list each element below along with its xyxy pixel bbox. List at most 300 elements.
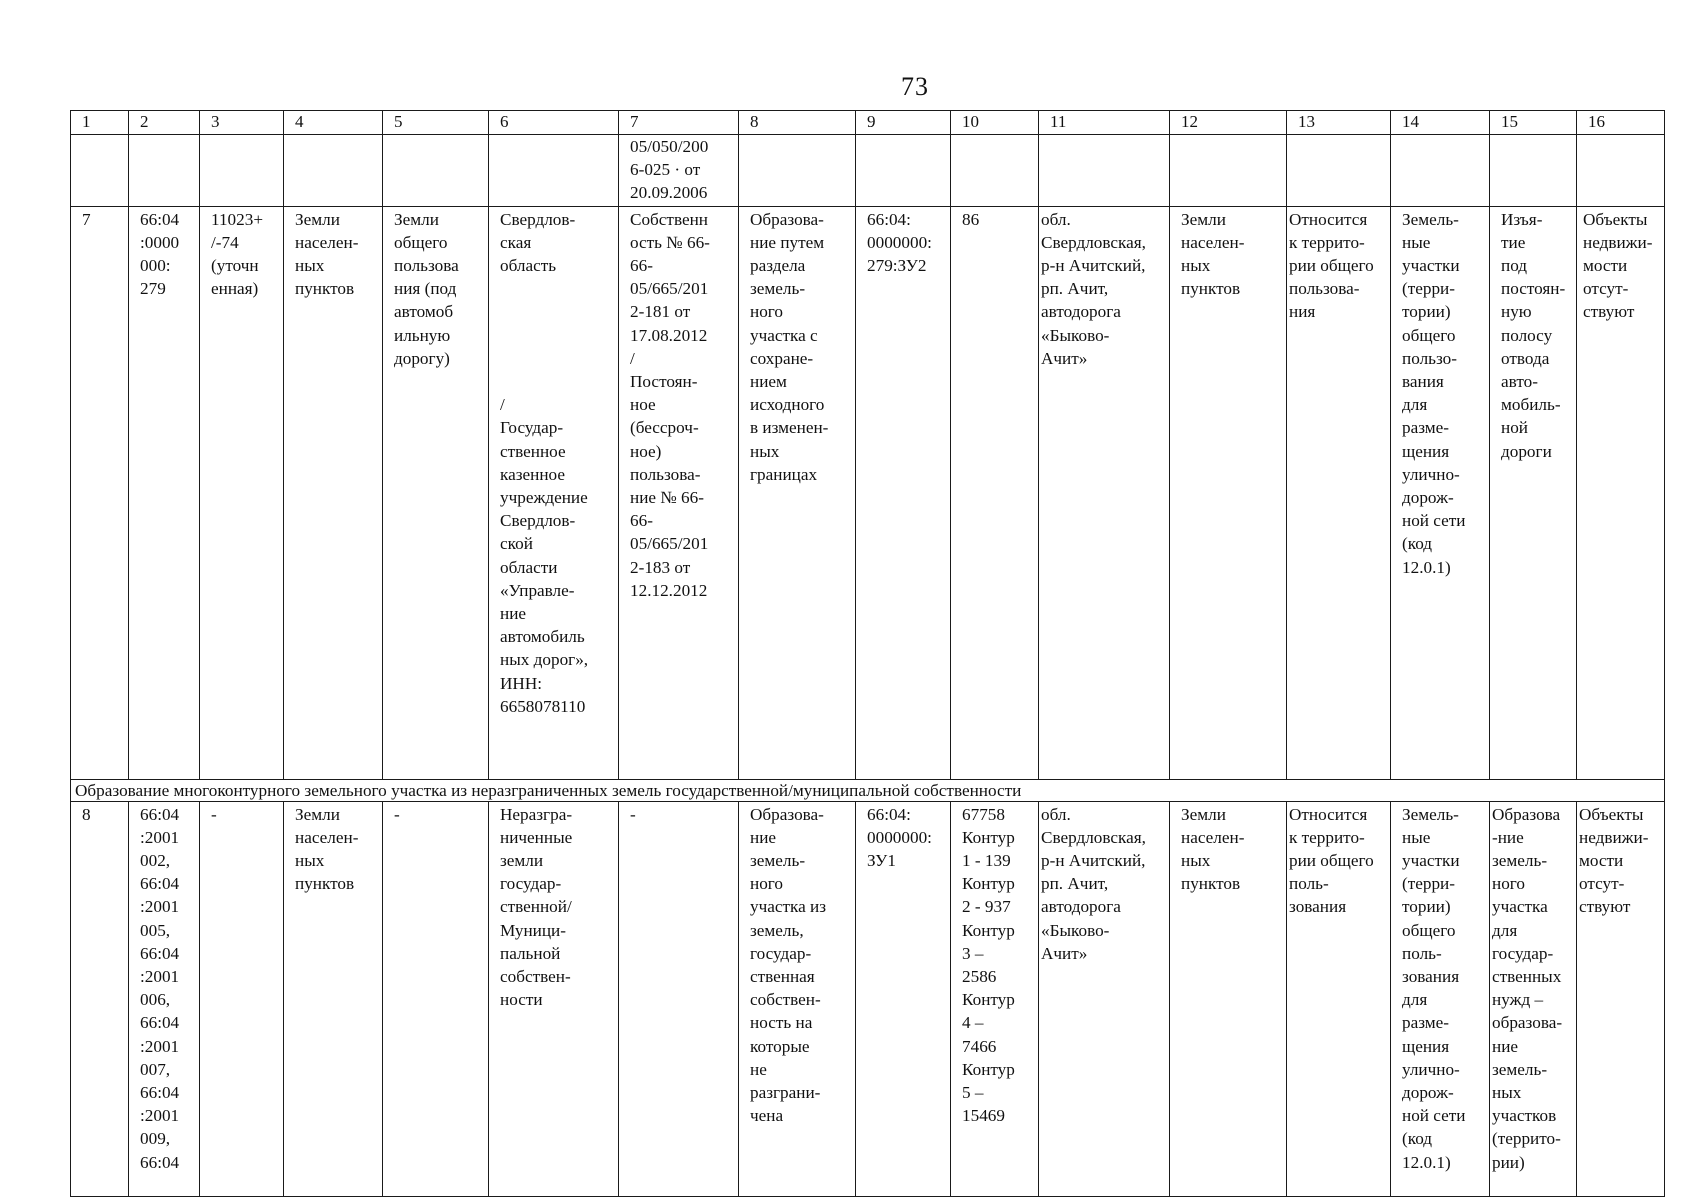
header-cell: 8 xyxy=(739,111,856,135)
cell-text-line: улично- xyxy=(1402,464,1460,484)
cell-text-line: поль- xyxy=(1402,943,1442,963)
cell-text-line: 17.08.2012 xyxy=(630,325,708,345)
table-cell xyxy=(1170,801,1287,1196)
cell-text-line: отсут- xyxy=(1583,279,1629,299)
cell-text-line: ной xyxy=(1501,418,1528,438)
table-cell xyxy=(1287,801,1391,1196)
cell-text-line: собствен- xyxy=(750,990,821,1010)
cell-text-line: (код xyxy=(1402,1129,1433,1149)
header-cell: 3 xyxy=(200,111,284,135)
cell-text-line: 66:04 xyxy=(140,1083,180,1103)
cell-text-line: автодорога xyxy=(1041,302,1121,322)
cell-text-line: пунктов xyxy=(1181,874,1241,894)
cell-text-line: нием xyxy=(750,372,787,392)
cell-text-line: ской xyxy=(500,534,533,554)
cell-text-line: участки xyxy=(1402,256,1460,276)
cell-text-line: отвода xyxy=(1501,348,1550,368)
cell-text-line: Образова- xyxy=(750,209,824,229)
cell-text-line: 5 – xyxy=(962,1083,984,1103)
cell-text-line: ность на xyxy=(750,1013,813,1033)
cell-text-line: в изменен- xyxy=(750,418,829,438)
cell-text-line: 05/665/201 xyxy=(630,534,709,554)
cell-text-line: 000: xyxy=(140,256,171,276)
cell-text-line: образова- xyxy=(1492,1013,1563,1033)
cell-text-line: ние путем xyxy=(750,232,825,252)
cell-text-line: 2-183 от xyxy=(630,557,691,577)
cell-text-line: под xyxy=(1501,256,1528,276)
cell-text-line: :2001 xyxy=(140,967,180,987)
table-cell xyxy=(200,206,284,779)
cell-text-line: пунктов xyxy=(295,874,355,894)
cell-text-line: ных xyxy=(750,441,780,461)
cell-text-line: ного xyxy=(750,874,784,894)
cell-text-line: ниченные xyxy=(500,827,573,847)
cell-text-line: 12.0.1) xyxy=(1402,557,1451,577)
cell-text-line: ния (под xyxy=(394,279,457,299)
cell-text-line: чена xyxy=(750,1106,784,1126)
cell-text-line: Ачит» xyxy=(1041,348,1088,368)
cell-text-line: 3 – xyxy=(962,943,984,963)
cell-text-line: границах xyxy=(750,464,818,484)
cell-text-line: нужд – xyxy=(1492,990,1544,1010)
cell-text-line: рии) xyxy=(1492,1152,1525,1172)
cell-text-line: / xyxy=(500,395,505,415)
header-cell: 1 xyxy=(71,111,129,135)
cell-text-line: ЗУ1 xyxy=(867,851,896,871)
table-cell xyxy=(489,135,619,207)
cell-text-line: 20.09.2006 xyxy=(630,183,708,203)
cell-text-line: Постоян- xyxy=(630,372,698,392)
cell-text-line: 006, xyxy=(140,990,171,1010)
table-cell xyxy=(1391,801,1490,1196)
cell-text-line: пользова- xyxy=(1289,279,1360,299)
cell-text-line: енная) xyxy=(211,279,259,299)
section-title: Образование многоконтурного земельного участка из неразграниченных земель государственной/муниципальной собственности xyxy=(71,779,1665,801)
cell-text-line: /-74 xyxy=(211,232,239,252)
cell-text-line: автомобиль xyxy=(500,627,585,647)
cell-text-line: (террито- xyxy=(1492,1129,1561,1149)
table-cell xyxy=(856,801,951,1196)
cell-text-line: 002, xyxy=(140,851,171,871)
cell-text-line: 279:ЗУ2 xyxy=(867,256,927,276)
table-cell xyxy=(1039,135,1170,207)
header-cell: 14 xyxy=(1391,111,1490,135)
rightholder-region xyxy=(500,208,614,278)
table-cell xyxy=(619,135,739,207)
cell-text-line: населен- xyxy=(295,232,359,252)
table-cell xyxy=(739,206,856,779)
table-cell xyxy=(1039,801,1170,1196)
cell-text-line: 005, xyxy=(140,920,171,940)
table-cell xyxy=(951,135,1039,207)
cell-text-line: населен- xyxy=(1181,827,1245,847)
header-cell: 11 xyxy=(1039,111,1170,135)
cell-text-line: государ- xyxy=(500,874,562,894)
cell-text-line: Контур xyxy=(962,874,1015,894)
cell-text-line: недвижи- xyxy=(1583,232,1653,252)
cell-text-line: 66:04 xyxy=(140,804,180,824)
cell-text-line: 66:04: xyxy=(867,804,911,824)
cell-text-line: 2586 xyxy=(962,967,997,987)
cell-text-line: которые xyxy=(750,1036,810,1056)
cell-text-line: авто- xyxy=(1501,372,1538,392)
cell-text-line: 66:04 xyxy=(140,1013,180,1033)
cell-text-line: 15469 xyxy=(962,1106,1005,1126)
cell-text-line: щения xyxy=(1402,1036,1450,1056)
table-cell xyxy=(739,135,856,207)
cell-text-line: 66- xyxy=(630,256,653,276)
cell-text-line: ственной/ xyxy=(500,897,572,917)
cell-text-line: дорож- xyxy=(1402,1083,1454,1103)
cell-text-line: полосу xyxy=(1501,325,1553,345)
cell-text-line: учреждение xyxy=(500,488,588,508)
cell-text-line: пунктов xyxy=(1181,279,1241,299)
cell-text-line: - xyxy=(630,804,636,824)
rightholder-organization xyxy=(500,393,614,718)
cell-text-line: ные xyxy=(1402,232,1431,252)
cell-text-line: 0000000: xyxy=(867,827,932,847)
cell-text-line: ного xyxy=(1492,874,1526,894)
cell-text-line: Относится xyxy=(1289,804,1368,824)
cell-text-line: земель- xyxy=(750,851,806,871)
cell-text-line: разграни- xyxy=(750,1083,821,1103)
cell-text-line: ного xyxy=(750,302,784,322)
cell-text-line: дорож- xyxy=(1402,488,1454,508)
cell-text-line: 67758 xyxy=(962,804,1005,824)
table-cell xyxy=(1577,206,1665,779)
header-cell: 6 xyxy=(489,111,619,135)
table-cell xyxy=(1490,801,1577,1196)
cell-text-line: ных xyxy=(295,256,325,276)
cell-text-line: ных дорог», xyxy=(500,650,589,670)
cell-text-line: земель- xyxy=(1492,851,1548,871)
cell-text-line: 7466 xyxy=(962,1036,997,1056)
cell-text-line: Земли xyxy=(394,209,439,229)
cell-text-line: пользова xyxy=(394,256,459,276)
cell-text-line: 007, xyxy=(140,1059,171,1079)
cell-text-line: ственная xyxy=(750,967,815,987)
cell-text-line: ную xyxy=(1501,302,1532,322)
cell-text-line: постоян- xyxy=(1501,279,1566,299)
cell-text-line: 009, xyxy=(140,1129,171,1149)
cell-text-line: не xyxy=(750,1059,767,1079)
cell-text-line: :0000 xyxy=(140,232,180,252)
cell-text-line: -ние xyxy=(1492,827,1524,847)
cell-text-line: казенное xyxy=(500,464,565,484)
cell-text-line: Собственн xyxy=(630,209,708,229)
cell-text-line: пунктов xyxy=(295,279,355,299)
cell-text-line: Образова xyxy=(1492,804,1561,824)
cell-text-line: ИНН: xyxy=(500,673,543,693)
cell-text-line: ное) xyxy=(630,441,662,461)
cell-text-line: 1 - 139 xyxy=(962,851,1011,871)
cell-text-line: рп. Ачит, xyxy=(1041,874,1109,894)
cell-text-line: недвижи- xyxy=(1579,827,1649,847)
cell-text-line: ская xyxy=(500,232,532,252)
cell-text-line: Образова- xyxy=(750,804,824,824)
cell-text-line: Контур xyxy=(962,920,1015,940)
table-cell xyxy=(200,135,284,207)
cell-text-line: Контур xyxy=(962,827,1015,847)
cell-text-line: ных xyxy=(295,851,325,871)
table-cell xyxy=(71,135,129,207)
cell-text-line: разме- xyxy=(1402,418,1449,438)
cell-text-line: - xyxy=(394,804,400,824)
cell-text-line: рп. Ачит, xyxy=(1041,279,1109,299)
cell-text-line: мобиль- xyxy=(1501,395,1561,415)
cell-text-line: ния xyxy=(1289,302,1316,322)
table-cell xyxy=(856,206,951,779)
cell-text-line: р-н Ачитский, xyxy=(1041,256,1146,276)
cell-text-line: 66- xyxy=(630,511,653,531)
cell-text-line: Свердлов- xyxy=(500,209,576,229)
cell-text-line: участка с xyxy=(750,325,818,345)
cell-text-line: для xyxy=(1402,395,1428,415)
table-cell xyxy=(1391,135,1490,207)
table-cell xyxy=(383,135,489,207)
cell-text-line: отсут- xyxy=(1579,874,1625,894)
cell-text-line: ной сети xyxy=(1402,1106,1466,1126)
cell-text-line: 66:04 xyxy=(140,1152,180,1172)
cell-text-line: :2001 xyxy=(140,1106,180,1126)
cell-text-line: ние xyxy=(750,827,777,847)
cell-text-line: 2-181 от xyxy=(630,302,691,322)
cell-text-line: государ- xyxy=(1492,943,1554,963)
header-cell: 10 xyxy=(951,111,1039,135)
table-cell xyxy=(200,801,284,1196)
table-cell xyxy=(739,801,856,1196)
cell-text-line: Объекты xyxy=(1579,804,1644,824)
cell-text-line: общего xyxy=(1402,325,1456,345)
table-cell xyxy=(284,135,383,207)
cell-text-line: 6-025 · от xyxy=(630,160,701,180)
cell-text-line: ние xyxy=(1492,1036,1519,1056)
header-cell: 4 xyxy=(284,111,383,135)
cell-text-line: ных xyxy=(1492,1083,1522,1103)
cell-text-line: (уточн xyxy=(211,256,259,276)
cell-text-line: государ- xyxy=(750,943,812,963)
table-cell xyxy=(383,206,489,779)
column-number-row xyxy=(71,111,1665,135)
cell-text-line: Муници- xyxy=(500,920,566,940)
cell-text-line: Земель- xyxy=(1402,209,1459,229)
cell-text-line: раздела xyxy=(750,256,806,276)
cell-text-line: обл. xyxy=(1041,804,1071,824)
cell-text-line: Свердловская, xyxy=(1041,232,1146,252)
cell-text-line: 8 xyxy=(82,804,91,824)
table-cell xyxy=(489,801,619,1196)
cell-text-line: Контур xyxy=(962,990,1015,1010)
cell-text-line: ные xyxy=(1402,827,1431,847)
table-cell xyxy=(71,206,129,779)
cell-text-line: Изъя- xyxy=(1501,209,1543,229)
cell-text-line: ствуют xyxy=(1583,302,1635,322)
cell-text-line: (код xyxy=(1402,534,1433,554)
cell-text-line: / xyxy=(630,348,635,368)
table-cell xyxy=(1490,206,1577,779)
header-cell: 2 xyxy=(129,111,200,135)
header-cell: 13 xyxy=(1287,111,1391,135)
cell-text-line: 66:04: xyxy=(867,209,911,229)
cell-text-line: пользо- xyxy=(1402,348,1457,368)
cell-text-line: ственных xyxy=(1492,967,1562,987)
table-row-continuation xyxy=(71,135,1665,207)
cell-text-line: рии общего xyxy=(1289,851,1374,871)
cell-text-line: обл. xyxy=(1041,209,1071,229)
cell-text-line: (терри- xyxy=(1402,279,1455,299)
cell-text-line: 7 xyxy=(82,209,91,229)
cell-text-line: «Быково- xyxy=(1041,325,1110,345)
cell-text-line: Контур xyxy=(962,1059,1015,1079)
cell-text-line: :2001 xyxy=(140,1036,180,1056)
cell-text-line: ных xyxy=(1181,256,1211,276)
cell-text-line: :2001 xyxy=(140,827,180,847)
cell-text-line: 66:04 xyxy=(140,209,180,229)
table-cell xyxy=(1577,135,1665,207)
cell-text-line: Ачит» xyxy=(1041,943,1088,963)
table-cell xyxy=(284,801,383,1196)
cell-text-line: сохране- xyxy=(750,348,814,368)
table-cell xyxy=(489,206,619,779)
table-cell xyxy=(1577,801,1665,1196)
cell-text-line: Земли xyxy=(1181,209,1226,229)
cell-text-line: щения xyxy=(1402,441,1450,461)
cell-text-line: области xyxy=(500,557,558,577)
cell-text-line: участка из xyxy=(750,897,827,917)
cell-text-line: Относится xyxy=(1289,209,1368,229)
cell-text-line: 279 xyxy=(140,279,166,299)
cell-text-line: «Быково- xyxy=(1041,920,1110,940)
table-row-8 xyxy=(71,801,1665,1196)
cell-text-line: пальной xyxy=(500,943,561,963)
cell-text-line: мости xyxy=(1579,851,1624,871)
cell-text-line: земель, xyxy=(750,920,804,940)
table-cell xyxy=(129,801,200,1196)
cell-text-line: :2001 xyxy=(140,897,180,917)
cell-text-line: поль- xyxy=(1289,874,1329,894)
cell-text-line: разме- xyxy=(1402,1013,1449,1033)
cell-text-line: - xyxy=(211,804,217,824)
cell-text-line: 05/665/201 xyxy=(630,279,709,299)
table-cell xyxy=(1490,135,1577,207)
header-cell: 16 xyxy=(1577,111,1665,135)
cell-text-line: «Управле- xyxy=(500,580,575,600)
cell-text-line: для xyxy=(1402,990,1428,1010)
cell-text-line: пользова- xyxy=(630,464,701,484)
header-cell: 15 xyxy=(1490,111,1577,135)
cell-text-line: ильную xyxy=(394,325,451,345)
cell-text-line: 0000000: xyxy=(867,232,932,252)
table-cell xyxy=(1391,206,1490,779)
cell-text-line: земли xyxy=(500,851,544,871)
table-cell xyxy=(951,801,1039,1196)
cell-text-line: 66:04 xyxy=(140,874,180,894)
cell-text-line: Земли xyxy=(1181,804,1226,824)
cell-text-line: Земли xyxy=(295,209,340,229)
cell-text-line: Земли xyxy=(295,804,340,824)
table-cell xyxy=(1039,206,1170,779)
cell-text-line: ное xyxy=(630,395,656,415)
table-cell xyxy=(129,135,200,207)
table-cell xyxy=(1170,206,1287,779)
cell-text-line: вания xyxy=(1402,372,1444,392)
cell-text-line: участка xyxy=(1492,897,1548,917)
cell-text-line: 86 xyxy=(962,209,980,229)
cell-text-line: рии общего xyxy=(1289,256,1374,276)
cell-text-line: 12.0.1) xyxy=(1402,1152,1451,1172)
table-cell xyxy=(856,135,951,207)
table-cell xyxy=(1287,135,1391,207)
cell-text-line: Неразгра- xyxy=(500,804,573,824)
cell-text-line: Государ- xyxy=(500,418,564,438)
header-cell: 7 xyxy=(619,111,739,135)
header-cell: 5 xyxy=(383,111,489,135)
cell-text-line: собствен- xyxy=(500,967,571,987)
cell-text-line: населен- xyxy=(1181,232,1245,252)
cell-text-line: общего xyxy=(394,232,448,252)
cell-text-line: автомоб xyxy=(394,302,454,322)
cell-text-line: для xyxy=(1492,920,1518,940)
cell-text-line: участки xyxy=(1402,851,1460,871)
cell-text-line: 4 – xyxy=(962,1013,984,1033)
cell-text-line: населен- xyxy=(295,827,359,847)
cell-text-line: ственное xyxy=(500,441,566,461)
cell-text-line: 12.12.2012 xyxy=(630,580,708,600)
cell-text-line: ние № 66- xyxy=(630,488,704,508)
cell-text-line: участков xyxy=(1492,1106,1557,1126)
cell-text-line: область xyxy=(500,256,557,276)
cell-text-line: к террито- xyxy=(1289,232,1365,252)
table-cell xyxy=(1287,206,1391,779)
cell-text-line: 11023+ xyxy=(211,209,264,229)
cell-text-line: дорогу) xyxy=(394,348,450,368)
cell-text-line: ности xyxy=(500,990,543,1010)
cell-text-line: Объекты xyxy=(1583,209,1648,229)
cell-text-line: Земель- xyxy=(1402,804,1459,824)
table-cell xyxy=(1170,135,1287,207)
cell-text-line: ость № 66- xyxy=(630,232,710,252)
cell-text-line: ние xyxy=(500,604,527,624)
cell-text-line: (терри- xyxy=(1402,874,1455,894)
page-number: 73 xyxy=(901,72,929,101)
table-cell xyxy=(129,206,200,779)
table-cell xyxy=(619,801,739,1196)
land-plots-table xyxy=(70,110,1665,1197)
table-cell xyxy=(71,801,129,1196)
table-cell xyxy=(619,206,739,779)
cell-text-line: зования xyxy=(1289,897,1347,917)
section-title-row xyxy=(71,779,1665,801)
cell-text-line: 66:04 xyxy=(140,943,180,963)
header-cell: 12 xyxy=(1170,111,1287,135)
cell-text-line: ных xyxy=(1181,851,1211,871)
cell-text-line: ствуют xyxy=(1579,897,1631,917)
cell-text-line: 2 - 937 xyxy=(962,897,1011,917)
cell-text-line: тории) xyxy=(1402,302,1451,322)
cell-text-line: зования xyxy=(1402,967,1460,987)
cell-text-line: земель- xyxy=(750,279,806,299)
cell-text-line: исходного xyxy=(750,395,825,415)
cell-text-line: тие xyxy=(1501,232,1526,252)
cell-text-line: дороги xyxy=(1501,441,1552,461)
cell-text-line: к террито- xyxy=(1289,827,1365,847)
cell-text-line: тории) xyxy=(1402,897,1451,917)
cell-text-line: ной сети xyxy=(1402,511,1466,531)
cell-text-line: общего xyxy=(1402,920,1456,940)
cell-text-line: автодорога xyxy=(1041,897,1121,917)
cell-text-line: Свердлов- xyxy=(500,511,576,531)
table-cell xyxy=(951,206,1039,779)
